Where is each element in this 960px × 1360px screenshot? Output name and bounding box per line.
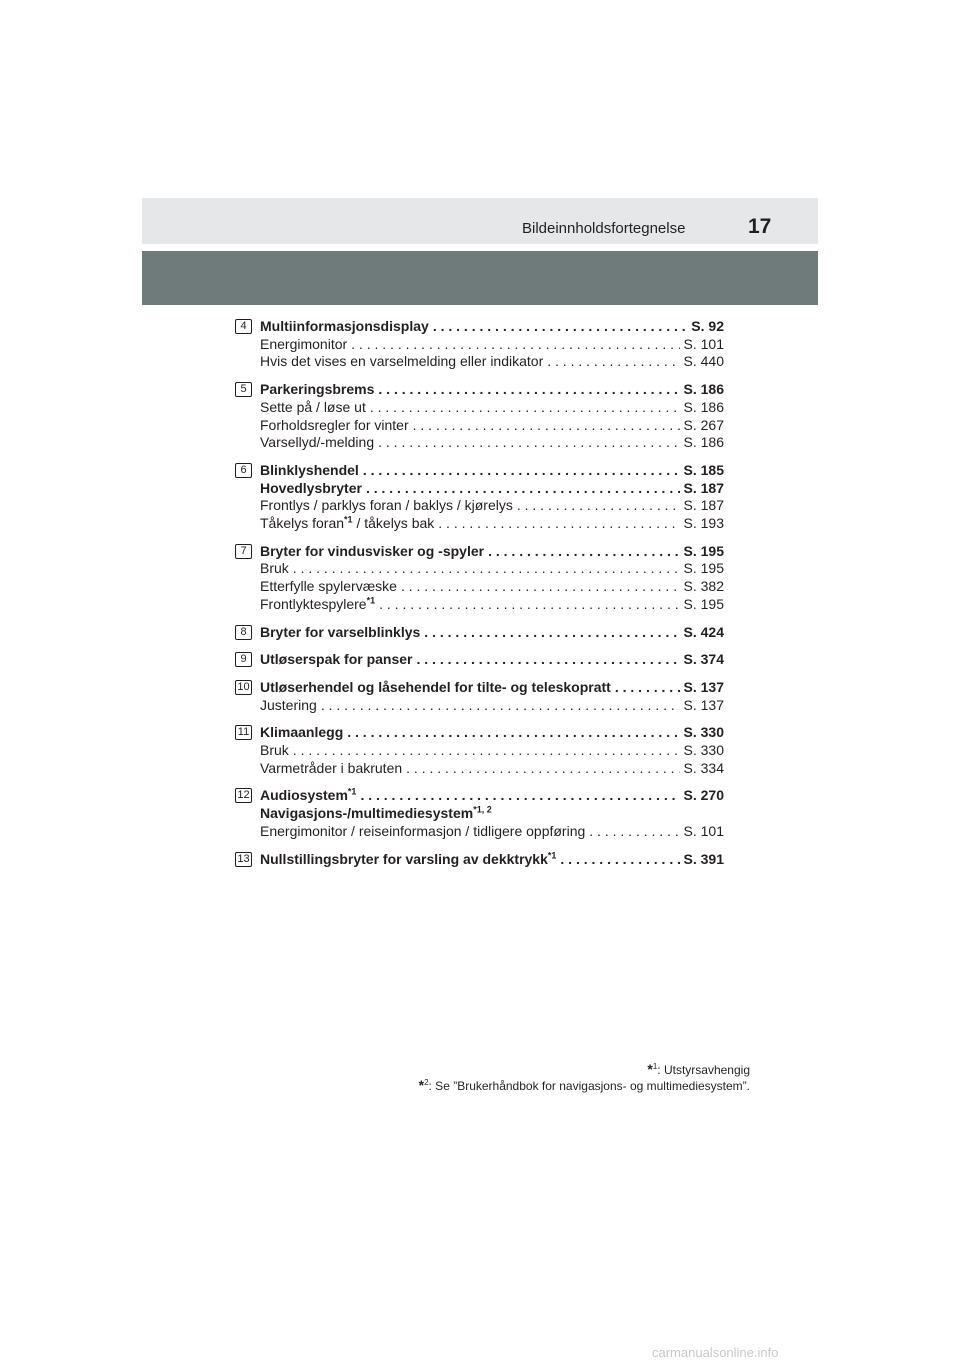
page-reference: S. 195 xyxy=(683,560,724,577)
dot-leader xyxy=(293,560,680,578)
callout-number: 6 xyxy=(235,463,252,478)
toc-sub-line[interactable] xyxy=(260,353,724,371)
page-reference: S. 195 xyxy=(683,542,724,559)
dot-leader xyxy=(433,318,687,336)
page-reference: S. 187 xyxy=(683,497,724,514)
toc-label xyxy=(260,336,347,354)
page-reference: S. 195 xyxy=(683,595,724,612)
page-reference: S. 185 xyxy=(683,461,724,478)
toc-label-text: Varmetråder i bakruten xyxy=(260,759,403,776)
footnote-mark: * xyxy=(647,1061,653,1077)
page-reference: S. 92 xyxy=(691,318,724,334)
header-bar xyxy=(142,198,818,244)
footnote-ref: *1 xyxy=(547,849,557,860)
toc-sub-line[interactable] xyxy=(260,578,724,596)
dot-leader xyxy=(424,624,679,642)
toc-heading-line[interactable] xyxy=(260,543,724,561)
toc-entry xyxy=(235,679,724,714)
toc-entry xyxy=(235,624,724,642)
page-reference: S. 137 xyxy=(683,678,724,695)
toc-label xyxy=(260,578,397,596)
toc-label xyxy=(260,596,375,614)
dot-leader xyxy=(370,399,680,417)
toc-entry xyxy=(235,787,724,840)
dot-leader xyxy=(488,543,679,561)
toc-label-text: Sette på / løse ut xyxy=(260,398,366,415)
callout-number: 11 xyxy=(235,725,252,740)
toc-label-text: Frontlyktespylere xyxy=(260,595,367,612)
toc-label xyxy=(260,497,513,515)
page-reference: S. 391 xyxy=(683,850,724,867)
toc-label-text: Utløserspak for panser xyxy=(260,651,413,668)
watermark: carmanualsonline.info xyxy=(652,1345,779,1360)
page-number: 17 xyxy=(748,215,772,238)
toc-label xyxy=(260,560,289,578)
toc-label-text: Hvis det vises en varselmelding eller indikator xyxy=(260,353,544,370)
toc-label xyxy=(260,462,359,480)
toc-entry xyxy=(235,462,724,533)
callout-number: 8 xyxy=(235,625,252,640)
dot-leader xyxy=(401,578,680,596)
dot-leader xyxy=(366,480,680,498)
toc-label xyxy=(260,787,356,805)
toc-sub-line[interactable] xyxy=(260,742,724,760)
page-reference: S. 270 xyxy=(683,787,724,804)
dot-leader xyxy=(347,724,679,742)
toc-heading-line[interactable] xyxy=(260,679,724,697)
callout-number: 4 xyxy=(235,319,252,334)
toc-entry xyxy=(235,851,724,869)
toc-heading-line[interactable] xyxy=(260,787,724,805)
toc-heading-line[interactable] xyxy=(260,480,724,498)
toc-sub-line[interactable] xyxy=(260,560,724,578)
dot-leader xyxy=(360,787,679,805)
footnote-number: 1 xyxy=(652,1062,658,1071)
toc-entry xyxy=(235,651,724,669)
toc-label xyxy=(260,679,611,697)
toc-label xyxy=(260,851,556,869)
dot-leader xyxy=(413,417,680,435)
toc-label xyxy=(260,353,543,371)
toc-heading-line[interactable] xyxy=(260,381,724,399)
toc-label-text: Navigasjons-/multimediesystem xyxy=(260,805,474,822)
toc-label-text: Bryter for vindusvisker og -spyler xyxy=(260,542,485,559)
page-reference: S. 101 xyxy=(683,822,724,839)
toc-sub-line[interactable] xyxy=(260,336,724,354)
toc-label-text: Bryter for varselblinklys xyxy=(260,623,421,640)
toc-label xyxy=(260,742,289,760)
callout-number: 13 xyxy=(235,852,252,867)
footnote-mark: * xyxy=(418,1077,425,1093)
callout-number: 10 xyxy=(235,680,252,695)
toc-entry xyxy=(235,543,724,614)
toc-label-text: Etterfylle spylervæske xyxy=(260,578,397,595)
toc-sub-line[interactable] xyxy=(260,823,724,841)
page-reference: S. 137 xyxy=(683,696,724,713)
page-reference: S. 374 xyxy=(683,651,724,668)
toc-label xyxy=(260,543,484,561)
footnote xyxy=(419,1062,750,1078)
dot-leader xyxy=(517,497,680,515)
toc-entry xyxy=(235,381,724,452)
section-title: Bildeinnholdsfortegnelse xyxy=(522,220,686,237)
toc-label-text: Tåkelys foran xyxy=(260,515,345,532)
callout-number: 12 xyxy=(235,788,252,803)
toc-label xyxy=(260,318,429,336)
footnote-text: : Se ”Brukerhåndbok for navigasjons- og multimediesystem”. xyxy=(428,1079,750,1093)
toc-label xyxy=(260,697,317,715)
callout-number: 9 xyxy=(235,652,252,667)
page-reference: S. 330 xyxy=(683,742,724,759)
page-reference: S. 186 xyxy=(683,434,724,451)
dot-leader xyxy=(379,596,679,614)
dot-leader xyxy=(417,651,680,669)
dot-leader xyxy=(351,336,679,354)
dot-leader xyxy=(363,462,680,480)
dot-leader xyxy=(615,679,680,697)
page-reference: S. 424 xyxy=(683,623,724,640)
toc-label-text: Justering xyxy=(260,696,317,713)
toc-label-text: Energimonitor / reiseinformasjon / tidligere oppføring xyxy=(260,822,586,839)
toc-sub-line[interactable] xyxy=(260,434,724,452)
toc-heading-line[interactable] xyxy=(260,805,724,823)
toc-heading-line[interactable] xyxy=(260,624,724,642)
toc-label xyxy=(260,624,420,642)
dot-leader xyxy=(438,515,679,533)
toc-label-text: / tåkelys bak xyxy=(352,515,435,532)
page-reference: S. 440 xyxy=(683,353,724,370)
toc-label-text: Nullstillingsbryter for varsling av dekktrykk xyxy=(260,850,548,867)
toc-label-text: Bruk xyxy=(260,742,289,759)
dot-leader xyxy=(406,760,679,778)
toc-label xyxy=(260,805,492,823)
toc-heading-line[interactable] xyxy=(260,318,724,336)
toc-heading-line[interactable] xyxy=(260,724,724,742)
callout-number: 7 xyxy=(235,544,252,559)
toc-label-text: Klimaanlegg xyxy=(260,724,344,741)
footnote-ref: *1, 2 xyxy=(473,804,492,815)
toc-label-text: Parkeringsbrems xyxy=(260,381,375,398)
toc-label xyxy=(260,515,434,533)
toc-label-text: Multiinformasjonsdisplay xyxy=(260,318,429,334)
toc-heading-line[interactable] xyxy=(260,462,724,480)
toc-label xyxy=(260,480,362,498)
toc-label-text: Bruk xyxy=(260,560,289,577)
toc-sub-line[interactable] xyxy=(260,515,724,533)
toc-label xyxy=(260,434,374,452)
callout-number: 5 xyxy=(235,382,252,397)
toc-entry xyxy=(235,318,724,371)
page-reference: S. 267 xyxy=(683,416,724,433)
toc-sub-line[interactable] xyxy=(260,760,724,778)
footnote-ref: *1 xyxy=(366,595,376,606)
dot-leader xyxy=(321,697,680,715)
toc-label xyxy=(260,724,343,742)
page-reference: S. 334 xyxy=(683,759,724,776)
toc-label xyxy=(260,417,409,435)
dot-leader xyxy=(547,353,679,371)
toc-label-text: Hovedlysbryter xyxy=(260,479,362,496)
page-reference: S. 330 xyxy=(683,724,724,741)
toc-label-text: Forholdsregler for vinter xyxy=(260,416,409,433)
toc-label-text: Varsellyd/-melding xyxy=(260,434,375,451)
page-reference: S. 186 xyxy=(683,381,724,398)
footnote-ref: *1 xyxy=(344,514,353,525)
footnote-number: 2 xyxy=(424,1078,429,1087)
toc-label-text: Audiosystem xyxy=(260,787,348,804)
toc-heading-line[interactable] xyxy=(260,851,724,869)
dot-leader xyxy=(378,381,679,399)
toc-entry xyxy=(235,724,724,777)
toc-label xyxy=(260,399,366,417)
toc-label xyxy=(260,381,374,399)
toc-heading-line[interactable] xyxy=(260,651,724,669)
toc-sub-line[interactable] xyxy=(260,399,724,417)
toc-sub-line[interactable] xyxy=(260,596,724,614)
toc-sub-line[interactable] xyxy=(260,497,724,515)
toc-sub-line[interactable] xyxy=(260,697,724,715)
footnote-text: : Utstyrsavhengig xyxy=(657,1063,750,1077)
toc-label-text: Frontlys / parklys foran / baklys / kjørelys xyxy=(260,497,513,514)
page-reference: S. 186 xyxy=(683,398,724,415)
page-reference: S. 382 xyxy=(683,578,724,595)
footnote-ref: *1 xyxy=(347,786,357,797)
dot-leader xyxy=(589,823,679,841)
toc-sub-line[interactable] xyxy=(260,417,724,435)
footnotes xyxy=(419,1062,750,1094)
dot-leader xyxy=(378,434,679,452)
footnote xyxy=(419,1078,750,1094)
toc-label xyxy=(260,651,413,669)
dot-leader xyxy=(560,851,679,869)
dot-leader xyxy=(293,742,680,760)
toc-label-text: Utløserhendel og låsehendel for tilte- og teleskopratt xyxy=(260,678,611,695)
page-reference: S. 187 xyxy=(683,479,724,496)
toc-label-text: Blinklyshendel xyxy=(260,461,359,478)
toc-label xyxy=(260,760,402,778)
header-band xyxy=(142,251,818,305)
page-reference: S. 193 xyxy=(683,515,724,532)
toc-label-text: Energimonitor xyxy=(260,335,348,352)
table-of-contents xyxy=(235,318,724,878)
page-reference: S. 101 xyxy=(683,335,724,352)
toc-label xyxy=(260,823,585,841)
